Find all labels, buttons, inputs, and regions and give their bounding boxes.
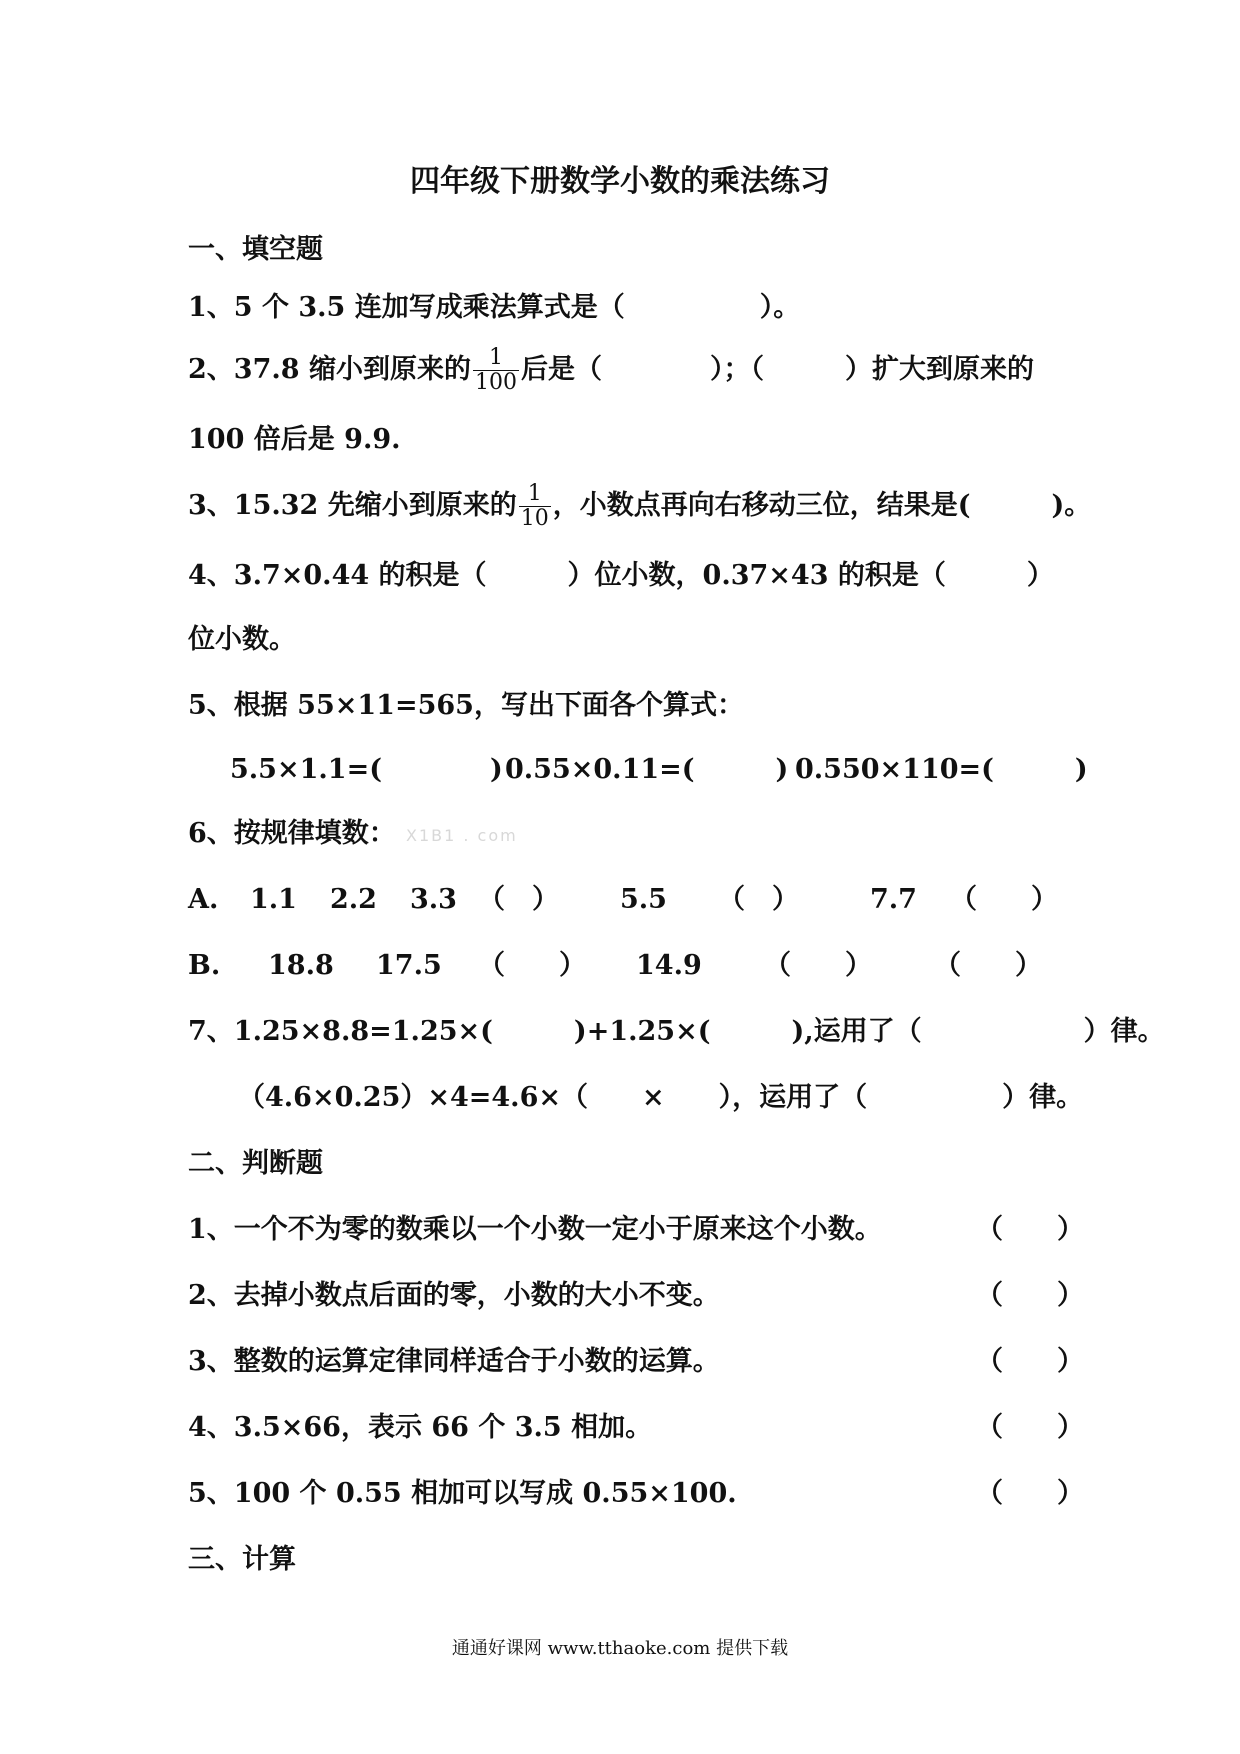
q3-fraction: [519, 482, 551, 531]
q6-a-term: 7.7: [870, 884, 917, 915]
judge-item: [188, 1342, 1084, 1382]
fill-question-2-line2: 100 倍后是 9.9.: [188, 424, 401, 455]
q6-b-term: 14.9: [636, 950, 702, 981]
q6-a-blank: （ ）: [950, 884, 1058, 915]
q3-fraction-denominator: 10: [520, 506, 549, 531]
q6-b-label: B.: [188, 950, 221, 981]
fill-question-7: 7、1.25×8.8=1.25×( )+1.25×( ),运用了（ ）律。: [188, 1016, 1165, 1047]
q6-a-blank: （ ）: [478, 884, 559, 915]
q5-expression-b: 0.55×0.11=( ): [505, 754, 789, 785]
fill-question-1: 1、5 个 3.5 连加写成乘法算式是（ ）。: [188, 292, 801, 323]
q6-a-term: 2.2: [330, 884, 377, 915]
watermark-text: X1B1 . com: [406, 826, 518, 845]
fill-question-6: 6、按规律填数：: [188, 818, 396, 849]
q6-a-label: A.: [188, 884, 219, 915]
judge-item-text: 5、100 个 0.55 相加可以写成 0.55×100.: [188, 1478, 737, 1509]
q6-b-term: 18.8: [268, 950, 334, 981]
q6-a-blank: （ ）: [718, 884, 799, 915]
q6-b-blank: （ ）: [764, 950, 872, 981]
judge-answer-box: （ ）: [976, 1478, 1084, 1509]
judge-answer-box: （ ）: [976, 1346, 1084, 1377]
judge-item-text: 2、去掉小数点后面的零，小数的大小不变。: [188, 1280, 720, 1311]
judge-item: [188, 1474, 1084, 1514]
q3-suffix: ，小数点再向右移动三位，结果是( )。: [552, 490, 1092, 521]
fill-question-4: 4、3.7×0.44 的积是（ ）位小数，0.37×43 的积是（ ）: [188, 560, 1054, 591]
q2-prefix: 2、37.8 缩小到原来的: [188, 354, 471, 385]
q2-fraction-denominator: 100: [474, 370, 517, 395]
judge-answer-box: （ ）: [976, 1412, 1084, 1443]
judge-item: [188, 1210, 1084, 1250]
q2-suffix: 后是（ ）；（ ）扩大到原来的: [520, 354, 1034, 385]
q6-a-term: 5.5: [620, 884, 667, 915]
q5-expression-a: 5.5×1.1=( ): [230, 754, 503, 785]
fill-question-2: [188, 346, 1068, 395]
q2-fraction: [473, 346, 519, 395]
q5-expression-c: 0.550×110=( ): [795, 754, 1088, 785]
q6-b-blank: （ ）: [478, 950, 586, 981]
footer-credit: 通通好课网 www.tthaoke.com 提供下载: [451, 1638, 789, 1659]
judge-item-text: 4、3.5×66，表示 66 个 3.5 相加。: [188, 1412, 653, 1443]
q6-a-term: 1.1: [250, 884, 297, 915]
fill-question-5: 5、根据 55×11=565，写出下面各个算式：: [188, 690, 744, 721]
fill-question-3: [188, 481, 1092, 531]
q3-fraction-numerator: 1: [519, 482, 551, 507]
worksheet-title: 四年级下册数学小数的乘法练习: [410, 164, 830, 199]
judge-item: [188, 1408, 1084, 1448]
fill-question-4-line2: 位小数。: [188, 624, 296, 655]
judge-item-text: 3、整数的运算定律同样适合于小数的运算。: [188, 1346, 720, 1377]
q6-a-term: 3.3: [410, 884, 457, 915]
q6-b-blank: （ ）: [934, 950, 1042, 981]
q3-prefix: 3、15.32 先缩小到原来的: [188, 490, 517, 521]
q6-b-term: 17.5: [376, 950, 442, 981]
section-fill-heading: 一、填空题: [188, 234, 323, 265]
judge-item-text: 1、一个不为零的数乘以一个小数一定小于原来这个小数。: [188, 1214, 882, 1245]
judge-item: [188, 1276, 1084, 1316]
judge-answer-box: （ ）: [976, 1280, 1084, 1311]
fill-question-7-line2: （4.6×0.25）×4=4.6×（ × ），运用了（ ）律。: [238, 1082, 1084, 1113]
section-calc-heading: 三、计算: [188, 1544, 296, 1575]
q2-fraction-numerator: 1: [473, 346, 519, 371]
judge-answer-box: （ ）: [976, 1214, 1084, 1245]
section-judge-heading: 二、判断题: [188, 1148, 323, 1179]
